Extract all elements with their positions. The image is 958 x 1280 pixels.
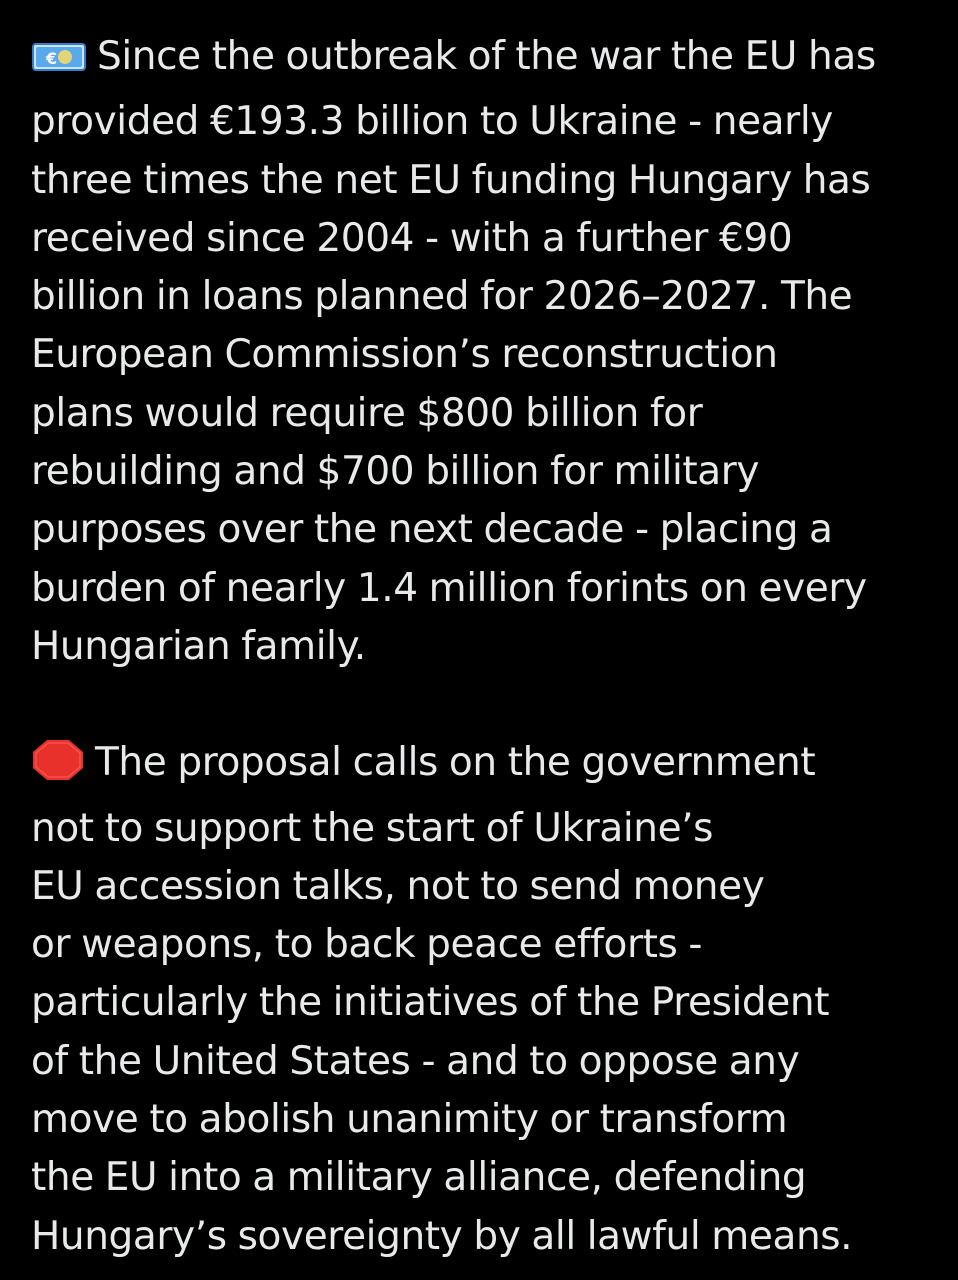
text-line: three times the net EU funding Hungary has — [31, 157, 871, 203]
stop-sign-icon — [31, 738, 85, 799]
paragraph-eu-funding — [31, 28, 938, 676]
text-line: € Since the outbreak of the war the EU has — [31, 28, 938, 93]
text-line: rebuilding and $700 billion for military — [31, 449, 760, 495]
text-line: burden of nearly 1.4 million forints on every — [31, 565, 867, 611]
text-line: purposes over the next decade - placing a — [31, 507, 833, 553]
text-line: particularly the initiatives of the President — [31, 980, 830, 1026]
svg-text:€: € — [46, 49, 57, 68]
text-line: move to abolish unanimity or transform — [31, 1097, 788, 1143]
text-line: EU accession talks, not to send money — [31, 863, 765, 909]
text-line: The proposal calls on the government — [31, 734, 938, 799]
text-line: provided €193.3 billion to Ukraine - nearly — [31, 99, 833, 145]
text-line: or weapons, to back peace efforts - — [31, 922, 703, 968]
text-line: not to support the start of Ukraine’s — [31, 805, 714, 851]
text-line: Hungarian family. — [31, 623, 366, 669]
text-line: the EU into a military alliance, defending — [31, 1155, 807, 1201]
paragraph-proposal — [31, 734, 938, 1266]
text-line: plans would require $800 billion for — [31, 390, 703, 436]
text-line: of the United States - and to oppose any — [31, 1038, 800, 1084]
text-line: Hungary’s sovereignty by all lawful means. — [31, 1213, 853, 1259]
text-line: billion in loans planned for 2026–2027. The — [31, 274, 853, 320]
euro-banknote-icon — [31, 35, 87, 93]
text-line: European Commission’s reconstruction — [31, 332, 778, 378]
text-line: received since 2004 - with a further €90 — [31, 215, 793, 261]
